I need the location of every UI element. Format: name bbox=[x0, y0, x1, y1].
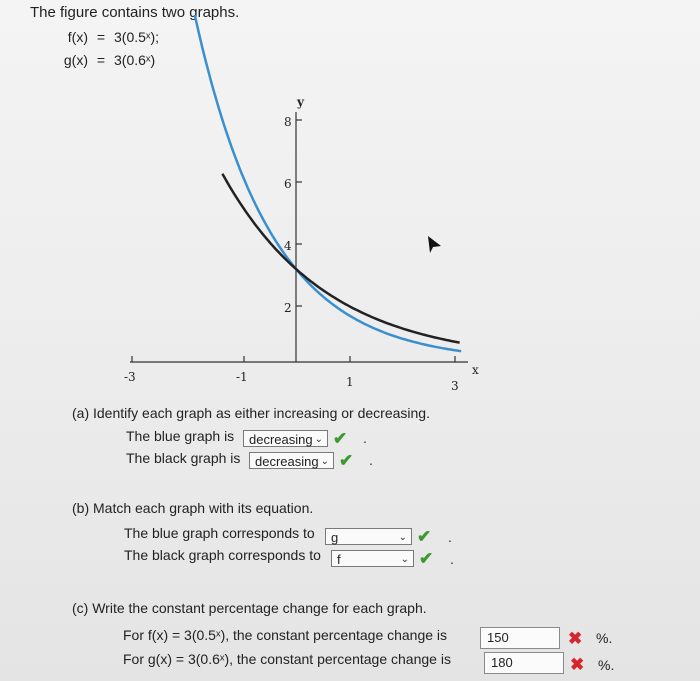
x-tick-label: 1 bbox=[346, 375, 354, 389]
blue-curve bbox=[195, 15, 462, 351]
check-icon: ✔ bbox=[417, 527, 432, 546]
blue-equation-select[interactable] bbox=[325, 528, 412, 545]
y-tick-label: 6 bbox=[284, 177, 292, 191]
x-axis-label: x bbox=[472, 363, 479, 377]
blue-equation-value: g bbox=[331, 530, 339, 545]
black-curve bbox=[222, 174, 459, 343]
equation-f-rhs: 3(0.5ˣ); bbox=[114, 29, 160, 45]
blue-trend-value: decreasing bbox=[249, 432, 313, 447]
chevron-down-icon: ⌄ bbox=[320, 456, 329, 467]
part-c-g-prefix: For g(x) = 3(0.6ˣ), the constant percentage change is bbox=[123, 651, 451, 667]
period: . bbox=[369, 452, 373, 468]
check-icon: ✔ bbox=[333, 429, 348, 448]
period: . bbox=[448, 529, 452, 545]
chevron-down-icon: ⌄ bbox=[398, 532, 407, 543]
part-c-f-prefix: For f(x) = 3(0.5ˣ), the constant percentage change is bbox=[123, 627, 448, 643]
part-b-title: (b) Match each graph with its equation. bbox=[72, 500, 314, 516]
black-trend-select[interactable] bbox=[249, 452, 334, 469]
check-icon: ✔ bbox=[339, 451, 354, 470]
cross-icon: ✖ bbox=[568, 629, 583, 648]
part-b-black-prefix: The black graph corresponds to bbox=[124, 547, 321, 563]
equals-sign: = bbox=[96, 52, 106, 68]
y-axis-label: y bbox=[297, 95, 304, 109]
f-percentage-input[interactable]: 150 bbox=[480, 627, 560, 649]
blue-trend-select[interactable] bbox=[243, 430, 328, 447]
part-b-blue-prefix: The blue graph corresponds to bbox=[124, 525, 315, 541]
chevron-down-icon: ⌄ bbox=[400, 554, 409, 565]
check-icon: ✔ bbox=[419, 549, 434, 568]
equation-g-rhs: 3(0.6ˣ) bbox=[114, 52, 156, 68]
x-tick-label: -3 bbox=[124, 370, 136, 384]
equals-sign: = bbox=[96, 29, 106, 45]
period: . bbox=[363, 430, 367, 446]
black-equation-value: f bbox=[337, 552, 341, 567]
percent-unit: %. bbox=[596, 630, 613, 646]
y-tick-label: 8 bbox=[284, 115, 292, 129]
g-percentage-input[interactable]: 180 bbox=[484, 652, 564, 674]
intro-text: The figure contains two graphs. bbox=[30, 4, 240, 21]
y-tick-label: 4 bbox=[284, 239, 292, 253]
equation-g-lhs: g(x) bbox=[63, 52, 88, 68]
part-a-title: (a) Identify each graph as either increasing or decreasing. bbox=[72, 405, 430, 421]
x-tick-label: 3 bbox=[451, 379, 459, 393]
chevron-down-icon: ⌄ bbox=[314, 434, 323, 445]
equation-f-lhs: f(x) bbox=[67, 29, 88, 45]
cross-icon: ✖ bbox=[570, 655, 585, 674]
x-tick-label: -1 bbox=[236, 370, 248, 384]
part-a-blue-prefix: The blue graph is bbox=[126, 428, 235, 444]
black-trend-value: decreasing bbox=[255, 454, 319, 469]
y-tick-label: 2 bbox=[284, 301, 292, 315]
part-a-black-prefix: The black graph is bbox=[126, 450, 241, 466]
mouse-cursor-icon bbox=[428, 236, 441, 253]
percent-unit: %. bbox=[598, 657, 615, 673]
period: . bbox=[450, 551, 454, 567]
black-equation-select[interactable] bbox=[331, 550, 414, 567]
part-c-title: (c) Write the constant percentage change for each graph. bbox=[72, 600, 427, 616]
